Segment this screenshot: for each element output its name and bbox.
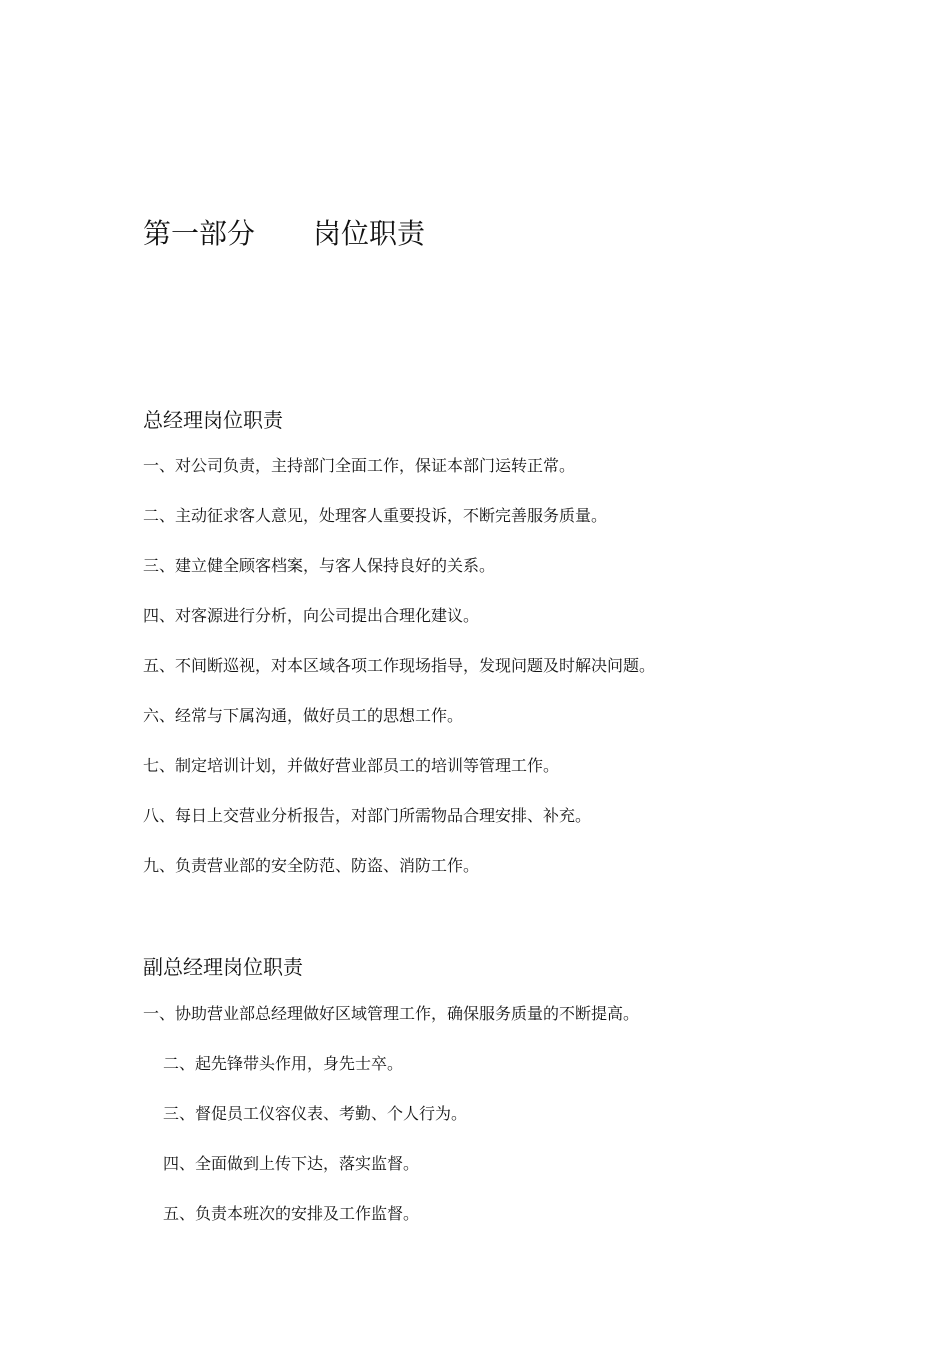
duty-item: 四、全面做到上传下达，落实监督。 [163, 1154, 420, 1173]
duty-item: 九、负责营业部的安全防范、防盗、消防工作。 [143, 856, 480, 875]
part-number-label: 第一部分 [143, 217, 256, 250]
duty-item: 三、督促员工仪容仪表、考勤、个人行为。 [163, 1104, 468, 1123]
duty-item: 二、起先锋带头作用，身先士卒。 [163, 1054, 404, 1073]
section-deputy-general-manager [143, 952, 903, 1226]
duty-item: 八、每日上交营业分析报告，对部门所需物品合理安排、补充。 [143, 806, 592, 825]
duty-item: 一、对公司负责，主持部门全面工作，保证本部门运转正常。 [143, 456, 576, 475]
duty-item: 五、不间断巡视，对本区域各项工作现场指导，发现问题及时解决问题。 [143, 656, 656, 675]
duty-item: 五、负责本班次的安排及工作监督。 [163, 1204, 420, 1223]
section-heading: 副总经理岗位职责 [143, 955, 303, 979]
section-general-manager [143, 405, 903, 878]
duty-item: 四、对客源进行分析，向公司提出合理化建议。 [143, 606, 480, 625]
duty-item: 七、制定培训计划，并做好营业部员工的培训等管理工作。 [143, 756, 560, 775]
section-heading: 总经理岗位职责 [143, 408, 283, 432]
duty-item: 六、经常与下属沟通，做好员工的思想工作。 [143, 706, 464, 725]
part-title [143, 214, 425, 254]
part-title-text: 岗位职责 [313, 217, 426, 250]
duty-item: 三、建立健全顾客档案，与客人保持良好的关系。 [143, 556, 496, 575]
duty-item: 一、协助营业部总经理做好区域管理工作，确保服务质量的不断提高。 [143, 1004, 640, 1023]
duty-item: 二、主动征求客人意见，处理客人重要投诉，不断完善服务质量。 [143, 506, 608, 525]
